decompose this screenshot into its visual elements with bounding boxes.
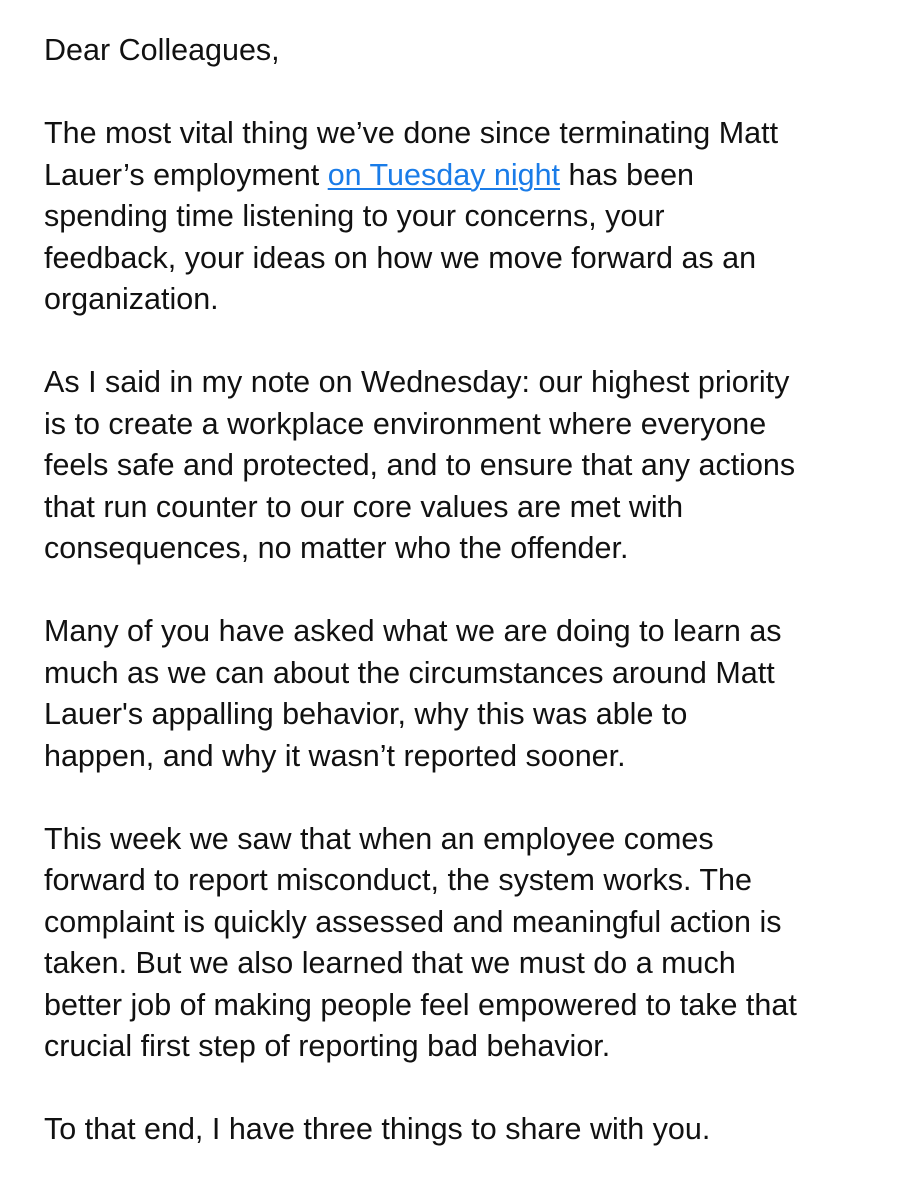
paragraph-5: [44, 1109, 894, 1151]
paragraph-2: [44, 362, 894, 570]
paragraph-line: feedback, your ideas on how we move forward as an: [44, 240, 757, 275]
paragraph-line: As I said in my note on Wednesday: our highest priority: [44, 365, 790, 399]
text-segment: Lauer’s employment: [44, 157, 328, 192]
paragraph-line: feels safe and protected, and to ensure that any actions: [44, 448, 796, 482]
paragraph-line: is to create a workplace environment where everyone: [44, 406, 767, 441]
paragraph-line: The most vital thing we’ve done since terminating Matt: [44, 116, 779, 150]
paragraph-line: spending time listening to your concerns, your: [44, 199, 665, 233]
paragraph-1: [44, 113, 894, 321]
paragraph-line: This week we saw that when an employee comes: [44, 821, 714, 856]
paragraph-line: that run counter to our core values are met with: [44, 489, 684, 524]
paragraph-line: To that end, I have three things to share with you.: [44, 1112, 711, 1146]
paragraph-4: [44, 819, 894, 1068]
paragraph-line: Many of you have asked what we are doing to learn as: [44, 614, 782, 648]
paragraph-line: better job of making people feel empowered to take that: [44, 987, 797, 1022]
paragraph-line: organization.: [44, 282, 219, 316]
paragraph-line: crucial first step of reporting bad behavior.: [44, 1029, 611, 1063]
tuesday-night-link[interactable]: on Tuesday night: [327, 157, 561, 192]
salutation-text: Dear Colleagues,: [44, 33, 280, 67]
salutation: [44, 30, 894, 72]
paragraph-line: consequences, no matter who the offender.: [44, 531, 629, 565]
text-segment: has been: [560, 157, 694, 192]
paragraph-line: Lauer's appalling behavior, why this was able to: [44, 697, 688, 731]
paragraph-3: [44, 611, 894, 777]
paragraph-line: complaint is quickly assessed and meaningful action is: [44, 904, 782, 939]
paragraph-line: [44, 155, 894, 197]
paragraph-line: forward to report misconduct, the system works. The: [44, 863, 752, 897]
paragraph-line: much as we can about the circumstances around Matt: [44, 655, 775, 690]
paragraph-line: taken. But we also learned that we must do a much: [44, 946, 736, 980]
letter-body: [44, 30, 894, 1151]
paragraph-line: happen, and why it wasn’t reported sooner.: [44, 738, 626, 773]
